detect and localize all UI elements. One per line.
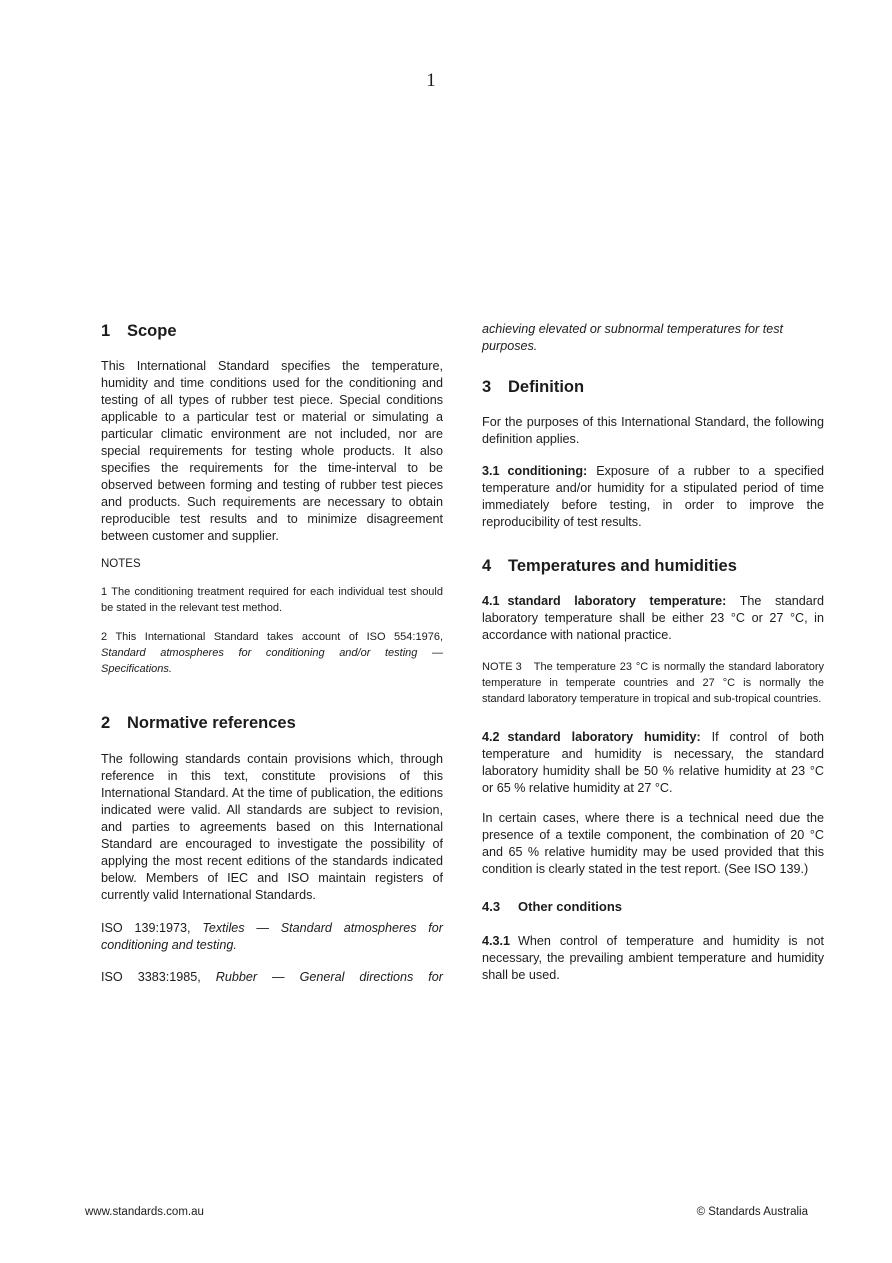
clause-text: If control of both temperature and humidity is necessary, the standard laboratory humidity shall be 50 % relative humidity at 23 °C or 65 % relative humidity at 27 °C. — [482, 730, 825, 795]
clause-number: 4.3.1 — [482, 934, 511, 948]
note-3 — [482, 659, 824, 707]
section-number: 2 — [101, 714, 111, 732]
note-2-text: 2 This International Standard takes account of ISO 554:1976, — [101, 631, 443, 643]
left-column — [101, 318, 443, 986]
section-1-heading — [101, 320, 443, 342]
section-number: 4 — [482, 557, 492, 575]
right-column — [482, 318, 824, 984]
note-1: 1 The conditioning treatment required for each individual test should be stated in the relevant test method. — [101, 586, 443, 614]
note-2 — [101, 629, 443, 677]
section-2-heading — [101, 712, 443, 734]
reference-title: Rubber — General directions for — [215, 970, 443, 984]
note-2-title: Standard atmospheres for conditioning and/or testing — Specifications. — [101, 647, 443, 675]
defined-term: conditioning: — [507, 464, 588, 478]
notes-label: NOTES — [101, 558, 141, 570]
section-title: Scope — [127, 322, 177, 340]
section-4-3-heading — [482, 898, 824, 916]
reference-number: ISO 3383:1985, — [101, 970, 201, 984]
clause-number: 3.1 — [482, 464, 500, 478]
section-title: Normative references — [127, 714, 296, 732]
clause-term: standard laboratory temperature: — [507, 594, 727, 608]
reference-number: ISO 139:1973, — [101, 921, 191, 935]
reference-title: Textiles — Standard atmospheres for conditioning and testing. — [101, 921, 443, 952]
page-number: 1 — [426, 70, 436, 91]
clause-number: 4.1 — [482, 594, 500, 608]
clause-text: The standard laboratory temperature shall be either 23 °C or 27 °C, in accordance with national practice. — [482, 594, 824, 642]
reference-title-continued: achieving elevated or subnormal temperatures for test purposes. — [482, 322, 784, 353]
reference-iso-139 — [101, 920, 443, 954]
note-label: NOTE 3 — [482, 661, 522, 673]
definition-text: Exposure of a rubber to a specified temperature and/or humidity for a stipulated period of time immediately before testing, in order to improve the reproducibility of test results. — [482, 464, 824, 529]
scope-paragraph: This International Standard specifies the temperature, humidity and time conditions used for the conditioning and testing of all types of rubber test piece. Special conditions applicable to a particular test or material or simulating a particular climatic environment are not included, nor are special requirements for testing whole products. It also specifies the requirements for the time-interval to be observed between forming and testing of rubber test pieces and products. Such requirements are necessary to obtain reproducible test results and to minimize disagreement between customer and supplier. — [101, 359, 443, 543]
section-4-heading — [482, 555, 824, 577]
note-text: The temperature 23 °C is normally the standard laboratory temperature in temperate countries and 27 °C is normally the standard laboratory temperature in tropical and sub-tropical countries. — [482, 661, 824, 705]
clause-term: standard laboratory humidity: — [507, 730, 701, 744]
clause-4-2 — [482, 729, 824, 797]
section-number: 3 — [482, 378, 492, 396]
clause-number: 4.2 — [482, 730, 500, 744]
footer-copyright: © Standards Australia — [696, 1206, 808, 1218]
clause-4-1 — [482, 593, 824, 644]
section-title: Temperatures and humidities — [508, 557, 737, 575]
section-title: Other conditions — [518, 899, 622, 914]
footer-website: www.standards.com.au — [85, 1206, 204, 1218]
clause-4-2-paragraph-2: In certain cases, where there is a technical need due the presence of a textile component, the combination of 20 °C and 65 % relative humidity may be used provided that this condition is clearly stated in the test report. (See ISO 139.) — [482, 811, 824, 876]
section-number: 4.3 — [482, 899, 501, 914]
reference-iso-3383 — [101, 969, 443, 986]
definition-intro: For the purposes of this International Standard, the following definition applies. — [482, 415, 824, 446]
reference-continuation — [482, 321, 824, 355]
clause-text: When control of temperature and humidity is not necessary, the prevailing ambient temperature and humidity shall be used. — [482, 934, 824, 982]
section-number: 1 — [101, 322, 111, 340]
definition-3-1 — [482, 463, 824, 531]
section-title: Definition — [508, 378, 585, 396]
section-3-heading — [482, 376, 824, 398]
clause-4-3-1 — [482, 933, 824, 984]
normative-references-paragraph: The following standards contain provisions which, through reference in this text, constitute provisions of this International Standard. At the time of publication, the editions indicated were valid. All standards are subject to revision, and parties to agreements based on this International Standard are encouraged to investigate the possibility of applying the most recent editions of the standards indicated below. Members of IEC and ISO maintain registers of currently valid International Standards. — [101, 752, 443, 902]
